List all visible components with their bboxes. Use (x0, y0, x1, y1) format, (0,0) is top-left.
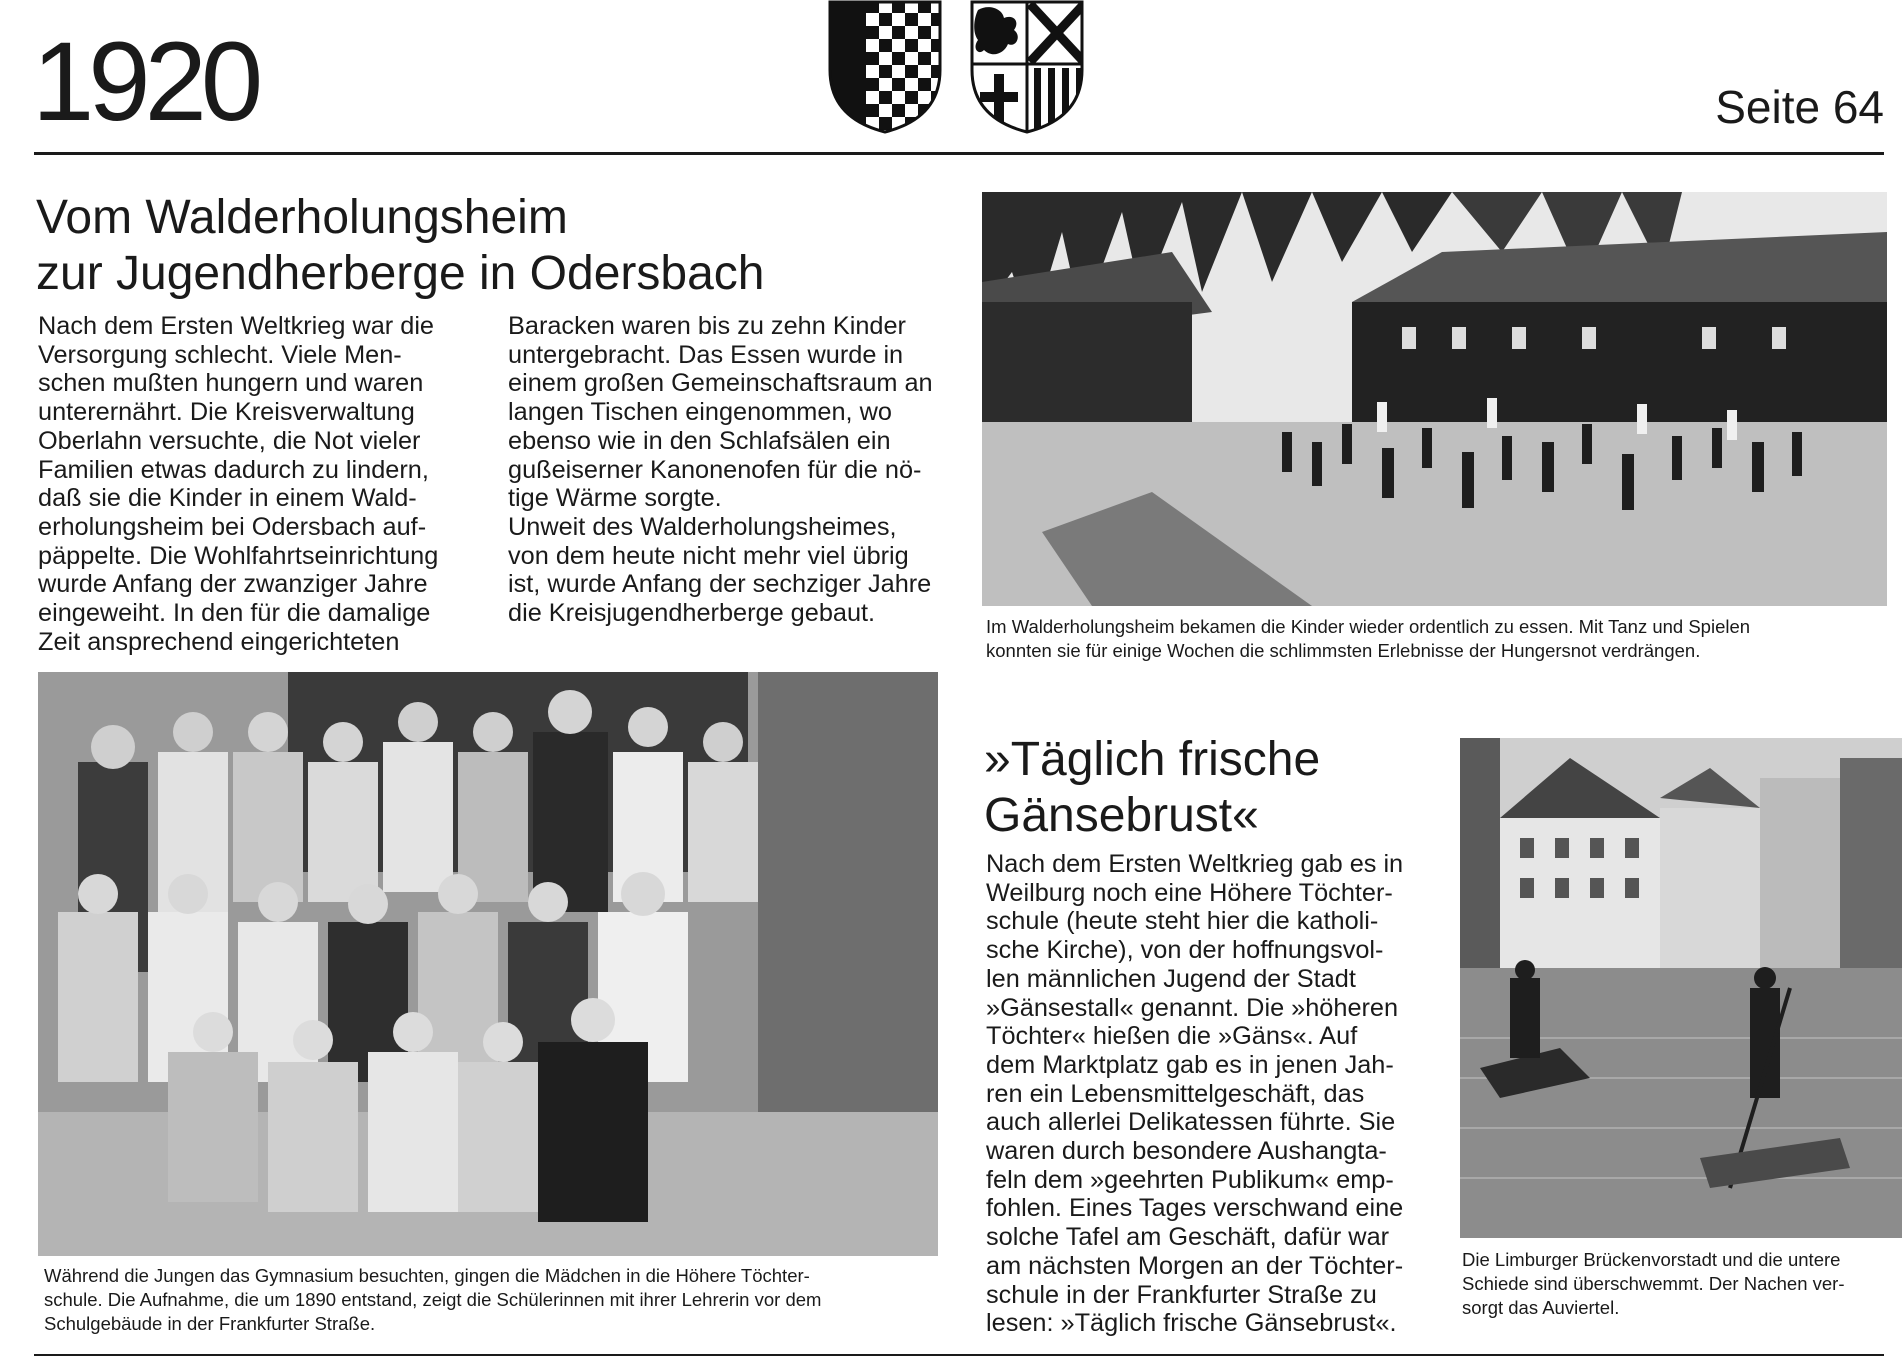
caption-line: Im Walderholungsheim bekamen die Kinder wieder ordentlich zu essen. Mit Tanz und Spielen (986, 616, 1751, 637)
article-column-left (38, 312, 466, 656)
page-number-label: Seite 64 (1715, 81, 1884, 133)
text-line: schule in der Frankfurter Straße zu (986, 1280, 1377, 1309)
text-line: tige Wärme sorgte. (508, 484, 722, 513)
text-line: len männlichen Jugend der Stadt (986, 964, 1356, 993)
text-line: unterernährt. Die Kreisverwaltung (38, 398, 415, 427)
text-line: eingeweiht. In den für die damalige (38, 599, 431, 628)
flooded-street-photo-caption (1462, 1248, 1892, 1320)
text-line: gußeiserner Kanonenofen für die nö- (508, 455, 922, 484)
footer-divider (34, 1354, 1884, 1356)
barracks-photo (982, 192, 1887, 606)
headline-line: Gänsebrust« (984, 789, 1259, 842)
article-headline (984, 732, 1454, 844)
text-line: waren durch besondere Aushangta- (986, 1137, 1387, 1166)
checkered-coat-of-arms-icon (826, 0, 944, 134)
text-line: lesen: »Täglich frische Gänsebrust«. (986, 1309, 1397, 1338)
text-line: Oberlahn versuchte, die Not vieler (38, 426, 421, 455)
text-line: langen Tischen eingenommen, wo (508, 398, 892, 427)
text-line: schen mußten hungern und waren (38, 369, 424, 398)
text-line: einem großen Gemeinschaftsraum an (508, 369, 933, 398)
article-column-right (508, 312, 936, 628)
barracks-photo-caption (986, 615, 1886, 663)
text-line: solche Tafel am Geschäft, dafür war (986, 1223, 1390, 1252)
lion-and-cross-coat-of-arms-icon (968, 0, 1086, 134)
text-line: von dem heute nicht mehr viel übrig (508, 541, 909, 570)
text-line: die Kreisjugendherberge gebaut. (508, 599, 876, 628)
year-heading: 1920 (32, 19, 258, 144)
caption-line: Die Limburger Brückenvorstadt und die untere (1462, 1249, 1841, 1270)
caption-line: sorgt das Auviertel. (1462, 1297, 1620, 1318)
text-line: schule (heute steht hier die katholi- (986, 907, 1379, 936)
article-headline (36, 190, 956, 302)
text-line: ebenso wie in den Schlafsälen ein (508, 426, 891, 455)
text-line: Familien etwas dadurch zu lindern, (38, 455, 429, 484)
headline-line: »Täglich frische (984, 733, 1321, 786)
caption-line: Während die Jungen das Gymnasium besuchten, gingen die Mädchen in die Höhere Töchter- (44, 1265, 810, 1286)
caption-line: schule. Die Aufnahme, die um 1890 entstand, zeigt die Schülerinnen mit ihrer Lehrerin vor dem (44, 1289, 822, 1310)
text-line: daß sie die Kinder in einem Wald- (38, 484, 417, 513)
text-line: Unweit des Walderholungsheimes, (508, 512, 897, 541)
article-column (986, 850, 1418, 1338)
flooded-street-photo (1460, 738, 1902, 1238)
text-line: am nächsten Morgen an der Töchter- (986, 1251, 1404, 1280)
text-line: päppelte. Die Wohlfahrtseinrichtung (38, 541, 439, 570)
text-line: Weilburg noch eine Höhere Töchter- (986, 878, 1393, 907)
school-class-photo (38, 672, 938, 1256)
headline-line: zur Jugendherberge in Odersbach (36, 247, 765, 300)
text-line: wurde Anfang der zwanziger Jahre (38, 570, 428, 599)
header-divider (34, 152, 1884, 155)
headline-line: Vom Walderholungsheim (36, 191, 568, 244)
text-line: feln dem »geehrten Publikum« emp- (986, 1165, 1394, 1194)
text-line: Nach dem Ersten Weltkrieg war die (38, 312, 435, 340)
text-line: Nach dem Ersten Weltkrieg gab es in (986, 850, 1404, 878)
text-line: sche Kirche), von der hoffnungsvol- (986, 936, 1384, 965)
text-line: Zeit ansprechend eingerichteten (38, 627, 400, 656)
caption-line: Schiede sind überschwemmt. Der Nachen ver- (1462, 1273, 1845, 1294)
text-line: untergebracht. Das Essen wurde in (508, 340, 904, 369)
text-line: dem Marktplatz gab es in jenen Jah- (986, 1050, 1394, 1079)
text-line: auch allerlei Delikatessen führte. Sie (986, 1108, 1396, 1137)
text-line: Baracken waren bis zu zehn Kinder (508, 312, 906, 340)
text-line: ren ein Lebensmittelgeschäft, das (986, 1079, 1365, 1108)
caption-line: konnten sie für einige Wochen die schlimmsten Erlebnisse der Hungersnot verdrängen. (986, 640, 1701, 661)
school-photo-caption (44, 1264, 944, 1336)
text-line: Versorgung schlecht. Viele Men- (38, 340, 402, 369)
caption-line: Schulgebäude in der Frankfurter Straße. (44, 1313, 376, 1334)
text-line: fohlen. Eines Tages verschwand eine (986, 1194, 1404, 1223)
text-line: erholungsheim bei Odersbach auf- (38, 512, 427, 541)
text-line: »Gänsestall« genannt. Die »höheren (986, 993, 1399, 1022)
text-line: ist, wurde Anfang der sechziger Jahre (508, 570, 932, 599)
text-line: Töchter« hießen die »Gäns«. Auf (986, 1022, 1358, 1051)
